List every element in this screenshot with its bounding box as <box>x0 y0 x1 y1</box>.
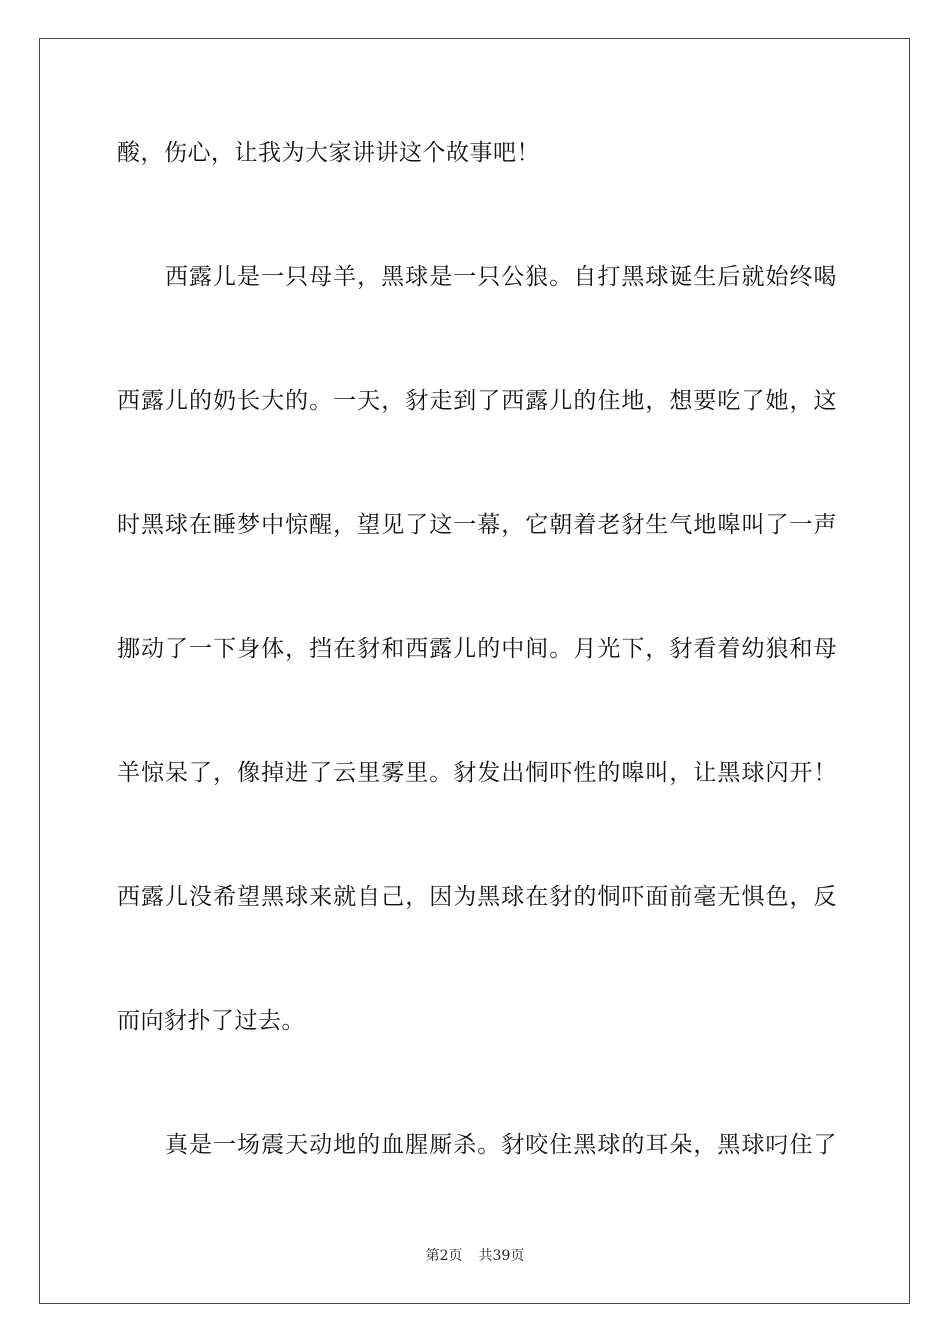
text-line-5: 挪动了一下身体，挡在豺和西露儿的中间。月光下，豺看着幼狼和母 <box>117 636 837 662</box>
text-line-9: 真是一场震天动地的血腥厮杀。豺咬住黑球的耳朵，黑球叼住了 <box>165 1132 837 1158</box>
page-frame <box>39 38 910 1304</box>
text-line-3: 西露儿的奶长大的。一天，豺走到了西露儿的住地，想要吃了她，这 <box>117 388 837 414</box>
page-footer <box>0 1246 950 1266</box>
text-line-8: 而向豺扑了过去。 <box>117 1008 305 1034</box>
text-line-4: 时黑球在睡梦中惊醒，望见了这一幕，它朝着老豺生气地嗥叫了一声 <box>117 512 837 538</box>
text-line-7: 西露儿没希望黑球来就自己，因为黑球在豺的恫吓面前毫无惧色，反 <box>117 884 837 910</box>
page-number: 第2页 <box>425 1248 463 1264</box>
text-line-2: 西露儿是一只母羊，黑球是一只公狼。自打黑球诞生后就始终喝 <box>165 264 837 290</box>
text-line-1: 酸，伤心，让我为大家讲讲这个故事吧！ <box>117 140 540 166</box>
text-line-6: 羊惊呆了，像掉进了云里雾里。豺发出恫吓性的嗥叫，让黑球闪开！ <box>117 760 837 786</box>
page-total: 共39页 <box>478 1248 525 1264</box>
